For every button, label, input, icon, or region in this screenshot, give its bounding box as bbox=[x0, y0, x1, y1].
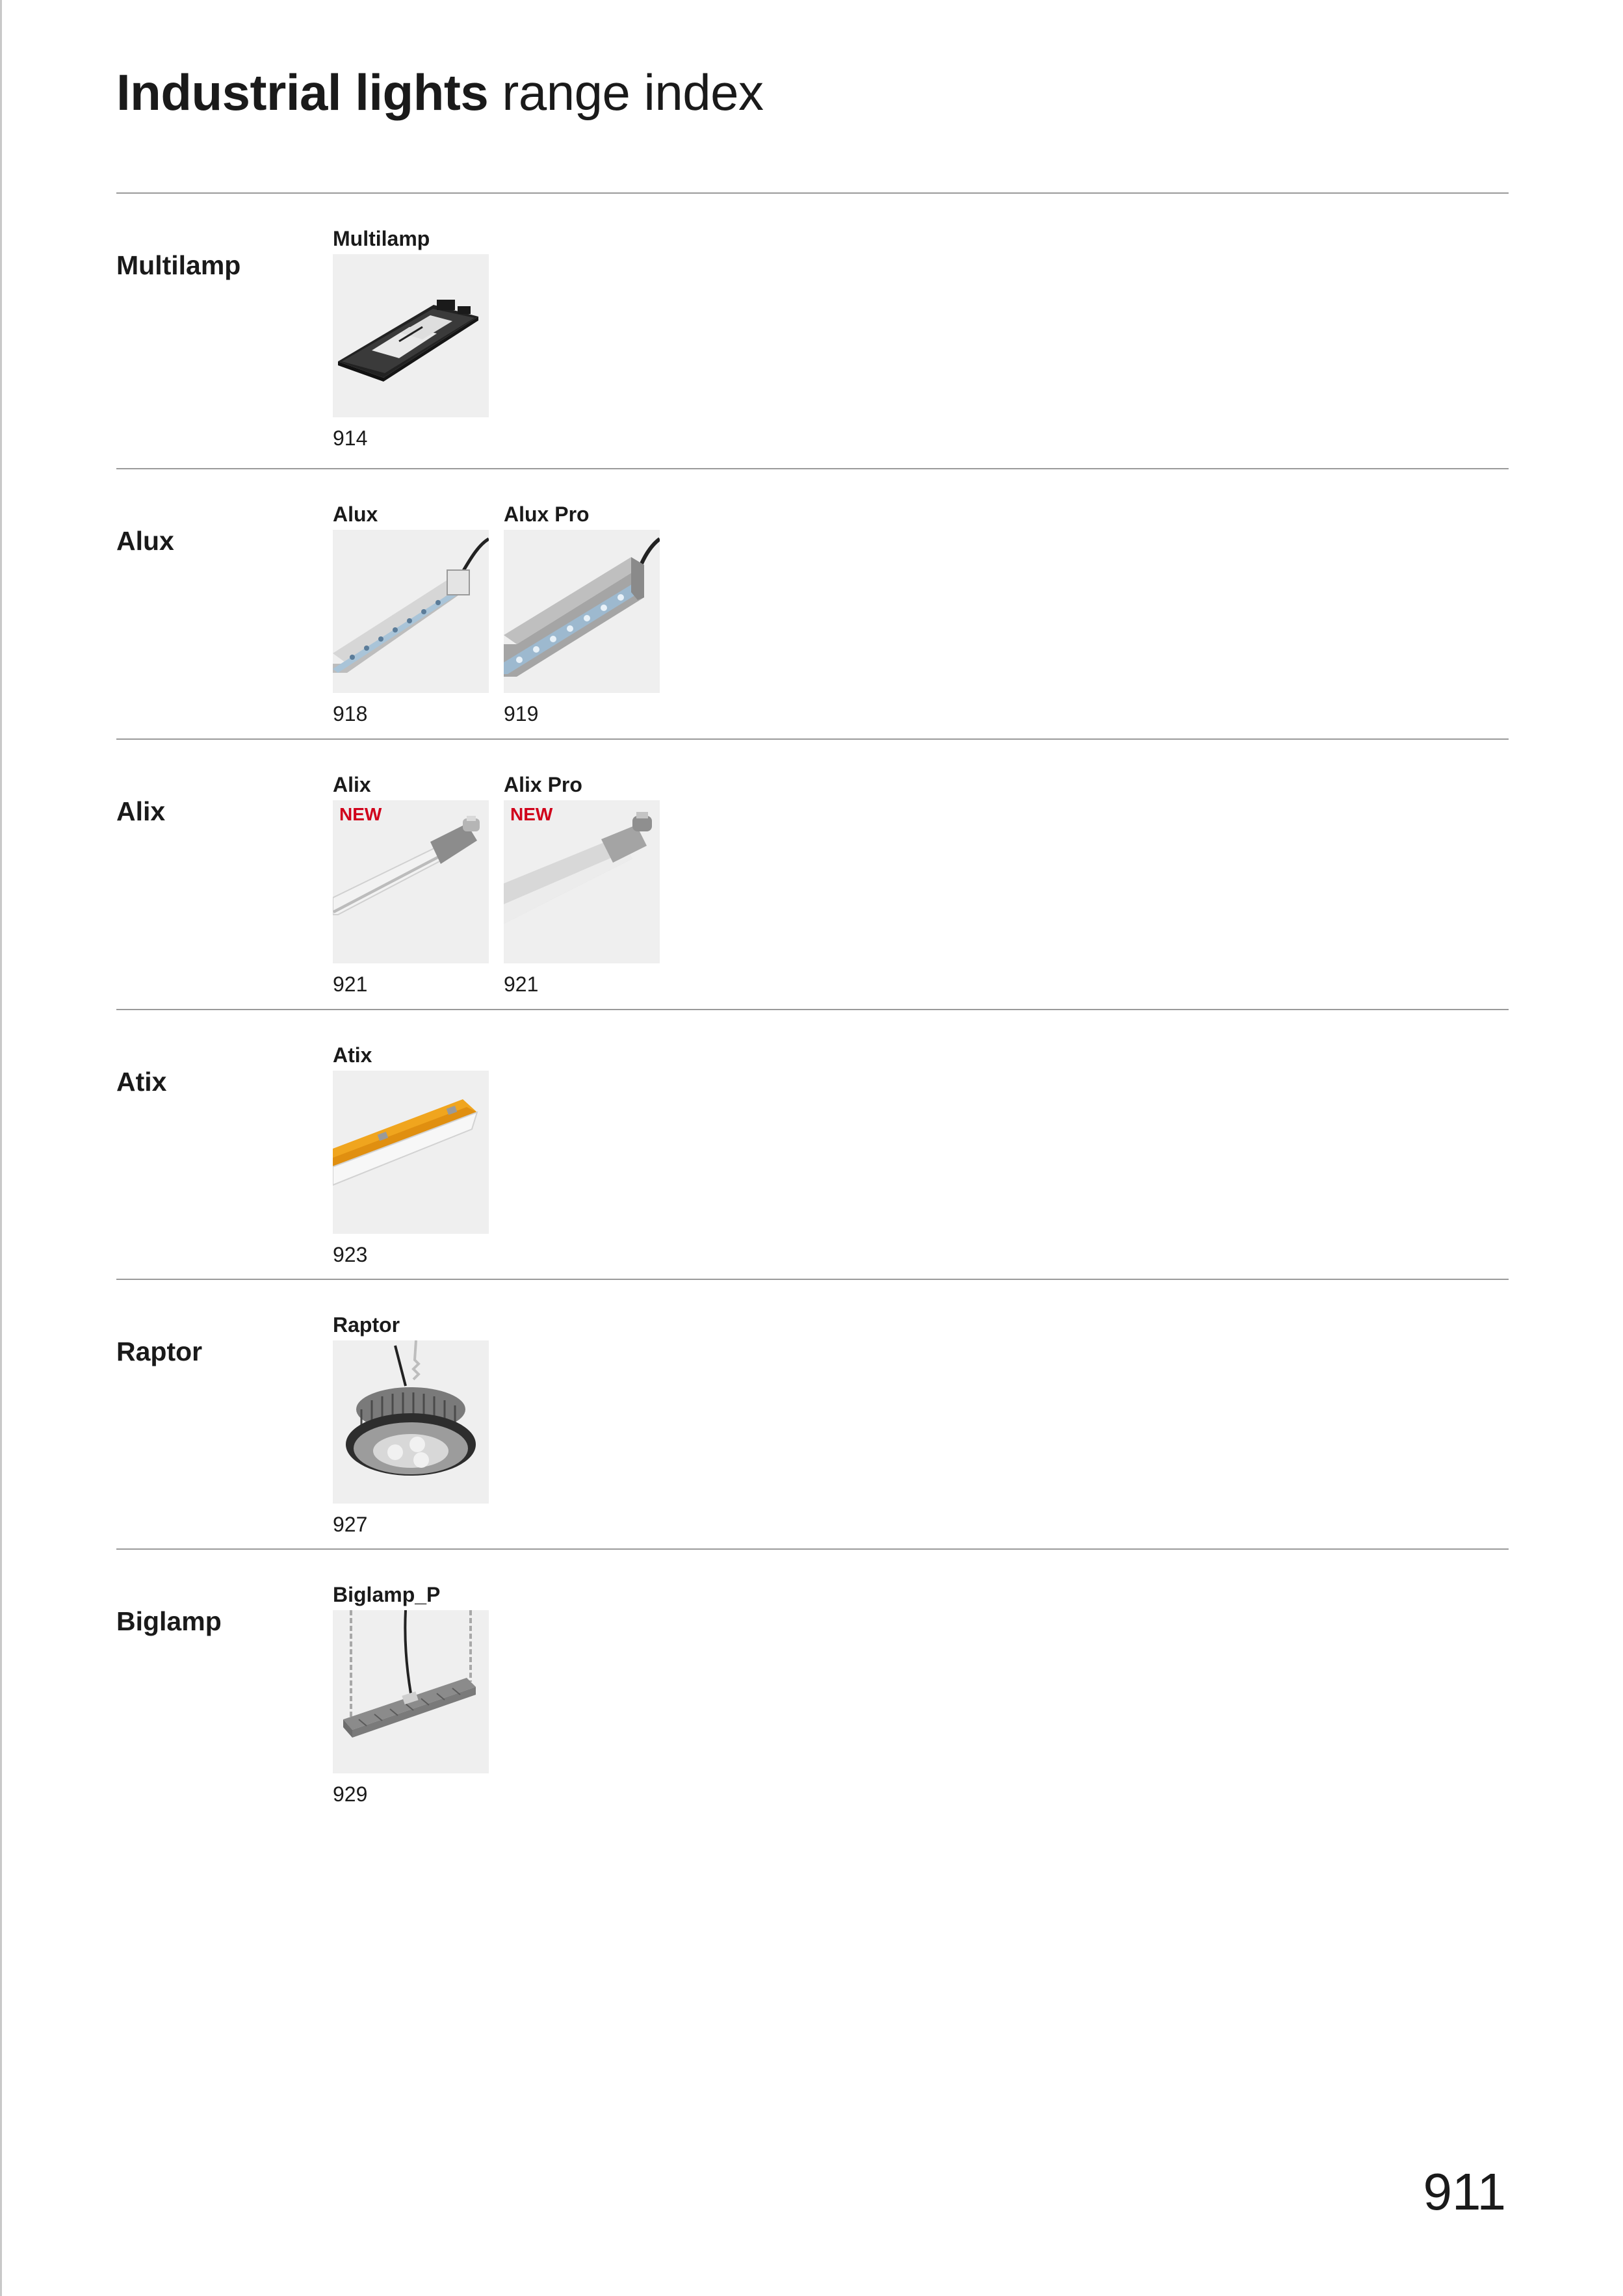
product-image-multilamp[interactable] bbox=[333, 254, 489, 417]
product-page-number: 927 bbox=[333, 1513, 368, 1536]
product-page-number: 921 bbox=[333, 972, 368, 996]
range-section-biglamp bbox=[116, 1548, 1509, 1824]
product-name: Alix Pro bbox=[504, 773, 582, 796]
range-section-multilamp bbox=[116, 192, 1509, 468]
product-card-alix[interactable] bbox=[333, 773, 489, 997]
product-card-alux[interactable] bbox=[333, 502, 489, 727]
product-image-alix[interactable] bbox=[333, 800, 489, 963]
new-badge: NEW bbox=[510, 804, 553, 824]
family-name: Raptor bbox=[116, 1337, 203, 1366]
product-page-number: 914 bbox=[333, 426, 368, 450]
product-page-number: 929 bbox=[333, 1782, 368, 1806]
product-image-alix-pro[interactable] bbox=[504, 800, 660, 963]
family-name: Atix bbox=[116, 1067, 167, 1097]
product-name: Biglamp_P bbox=[333, 1583, 441, 1606]
product-card-alix-pro[interactable] bbox=[504, 773, 660, 997]
page-title-regular: range index bbox=[488, 64, 764, 121]
product-name: Raptor bbox=[333, 1313, 400, 1337]
alux-linear-luminaire-icon bbox=[333, 530, 489, 693]
product-name: Alux bbox=[333, 502, 378, 526]
new-badge: NEW bbox=[339, 804, 382, 824]
family-name: Alix bbox=[116, 796, 166, 826]
product-name: Alix bbox=[333, 773, 371, 796]
family-name: Biglamp bbox=[116, 1606, 222, 1636]
multilamp-luminaire-icon bbox=[333, 254, 489, 417]
product-page-number: 919 bbox=[504, 702, 539, 725]
range-section-alix bbox=[116, 738, 1509, 1014]
product-image-biglamp-p[interactable] bbox=[333, 1610, 489, 1773]
range-section-atix bbox=[116, 1009, 1509, 1285]
product-image-atix[interactable] bbox=[333, 1071, 489, 1234]
product-card-biglamp-p[interactable] bbox=[333, 1583, 489, 1807]
product-page-number: 921 bbox=[504, 972, 539, 996]
page-title-bold: Industrial lights bbox=[116, 64, 489, 121]
page-number: 911 bbox=[1423, 2163, 1506, 2221]
page-edge bbox=[0, 0, 2, 2296]
product-name: Atix bbox=[333, 1043, 372, 1067]
family-name: Alux bbox=[116, 526, 174, 556]
product-page-number: 923 bbox=[333, 1243, 368, 1266]
biglamp-suspended-luminaire-icon bbox=[333, 1610, 489, 1773]
product-card-alux-pro[interactable] bbox=[504, 502, 660, 727]
family-name: Multilamp bbox=[116, 250, 241, 280]
product-image-alux-pro[interactable] bbox=[504, 530, 660, 693]
alux-pro-linear-luminaire-icon bbox=[504, 530, 660, 693]
page-title bbox=[116, 65, 764, 121]
product-card-multilamp[interactable] bbox=[333, 227, 489, 451]
product-image-alux[interactable] bbox=[333, 530, 489, 693]
product-page-number: 918 bbox=[333, 702, 368, 725]
raptor-highbay-luminaire-icon bbox=[333, 1340, 489, 1504]
product-name: Alux Pro bbox=[504, 502, 590, 526]
range-section-raptor bbox=[116, 1279, 1509, 1554]
range-section-alux bbox=[116, 468, 1509, 744]
atix-watertight-luminaire-icon bbox=[333, 1071, 489, 1234]
product-card-atix[interactable] bbox=[333, 1043, 489, 1268]
product-image-raptor[interactable] bbox=[333, 1340, 489, 1504]
product-card-raptor[interactable] bbox=[333, 1313, 489, 1537]
product-name: Multilamp bbox=[333, 227, 430, 250]
